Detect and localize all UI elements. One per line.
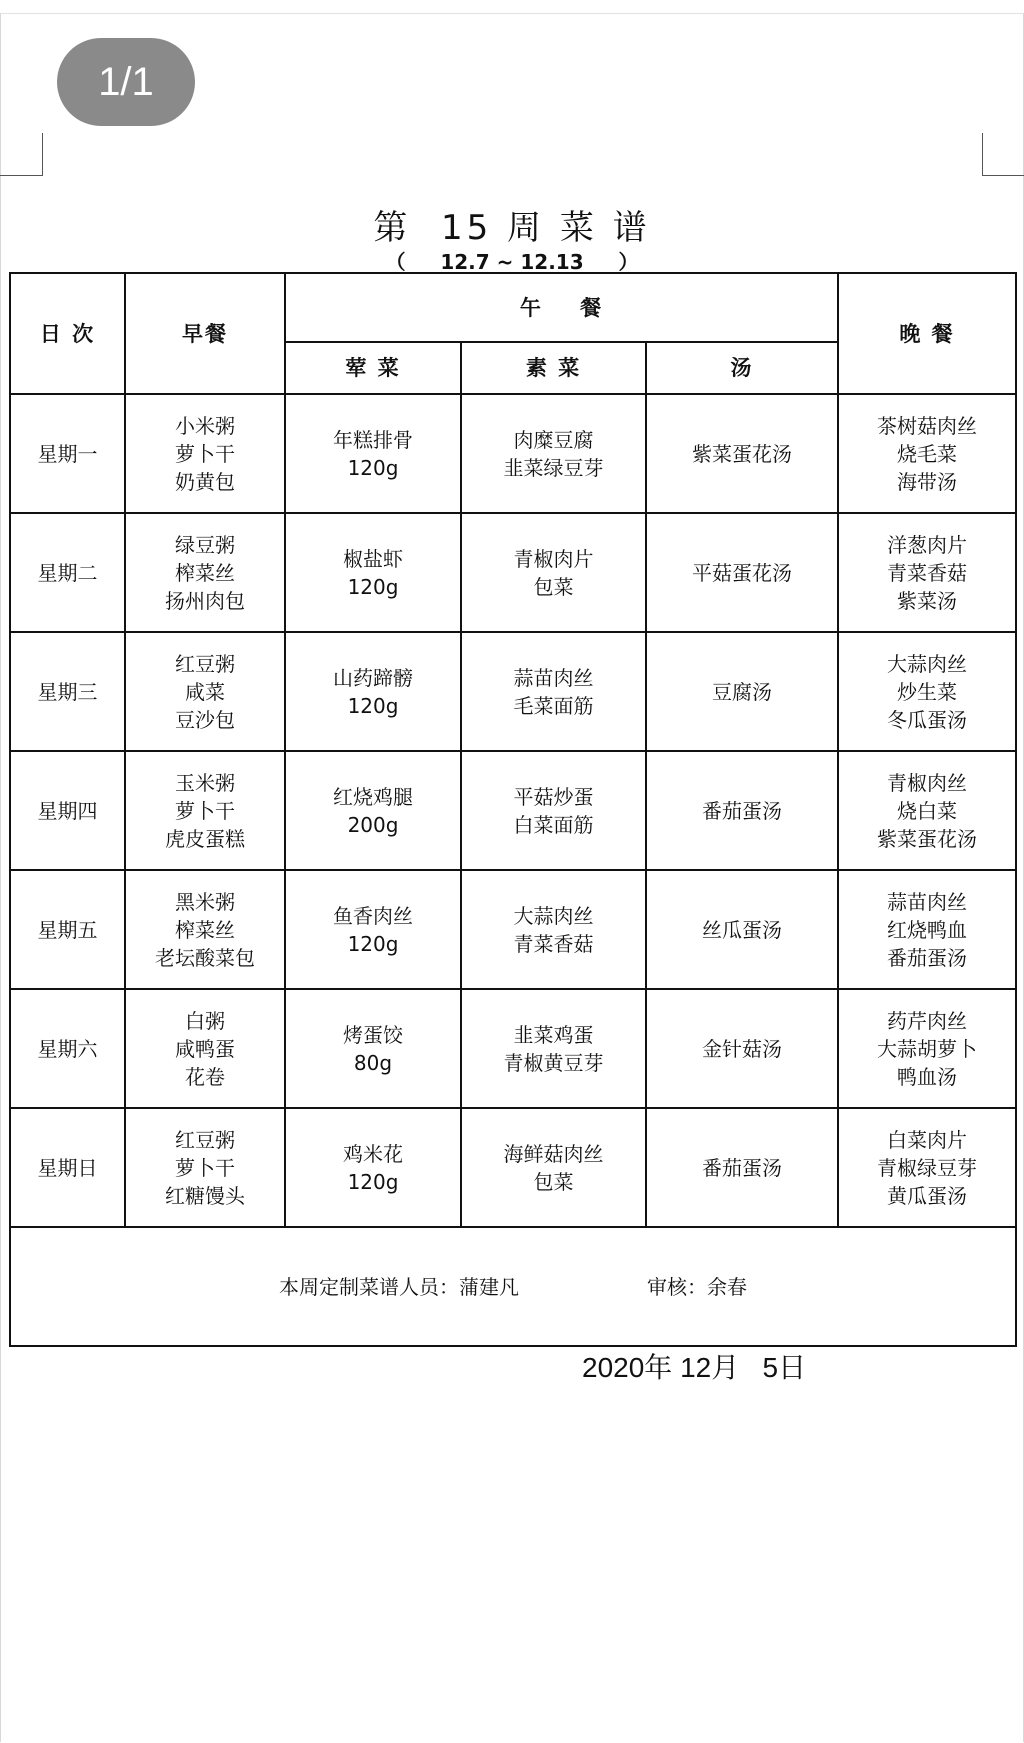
cell-breakfast-line: 小米粥 [175,413,235,438]
cell-day-text: 星期五 [37,917,98,942]
cell-dinner-line: 烧白菜 [897,798,958,823]
menu-row [10,1108,1016,1227]
header-dinner: 晚 餐 [838,273,1016,394]
cell-vegetable-line: 包菜 [533,574,574,599]
cell-breakfast-line: 白粥 [185,1008,225,1033]
header-lunch: 午 餐 [285,273,838,342]
cell-breakfast-line: 榨菜丝 [175,917,235,942]
cell-dinner-line: 炒生菜 [897,679,958,704]
cell-meat-line: 鱼香肉丝 [333,903,413,928]
cell-vegetable-line: 韭菜绿豆芽 [503,455,604,480]
cell-breakfast-line: 红豆粥 [175,1127,235,1152]
cell-meat [285,870,461,989]
cell-dinner-line: 海带汤 [897,469,958,494]
cell-day [10,1108,125,1227]
cell-vegetable [461,632,646,751]
cell-vegetable [461,751,646,870]
cell-dinner-line: 鸭血汤 [897,1064,958,1089]
cell-soup [646,513,838,632]
cell-breakfast-line: 玉米粥 [175,770,235,795]
cell-dinner [838,513,1016,632]
cell-dinner-line: 蒜苗肉丝 [887,889,968,914]
cell-vegetable-line: 包菜 [533,1169,574,1194]
cell-breakfast-line: 红糖馒头 [165,1183,245,1208]
cell-breakfast-line: 老坛酸菜包 [155,945,255,970]
cell-vegetable-line: 海鲜菇肉丝 [503,1141,604,1166]
cell-dinner-line: 紫菜汤 [897,588,958,613]
cell-vegetable-line: 蒜苗肉丝 [513,665,594,690]
document-title: 第 15 周 菜 谱 [373,208,651,248]
cell-vegetable [461,513,646,632]
cell-day-text: 星期一 [37,441,98,466]
cell-vegetable-line: 韭菜鸡蛋 [513,1022,594,1047]
reviewer-label: 审核：余春 [647,1274,748,1299]
cell-vegetable-line: 白菜面筋 [513,812,594,837]
cell-vegetable-line: 肉糜豆腐 [513,427,594,452]
cell-dinner-line: 青菜香菇 [887,560,968,585]
cell-day-text: 星期三 [37,679,98,704]
cell-meat-line: 200g [347,812,399,837]
cell-day [10,751,125,870]
cell-breakfast [125,394,285,513]
cell-meat [285,1108,461,1227]
cell-dinner [838,632,1016,751]
cell-vegetable-line: 毛菜面筋 [513,693,594,718]
cell-breakfast-line: 奶黄包 [175,469,235,494]
cell-dinner-line: 番茄蛋汤 [887,945,968,970]
cell-soup [646,1108,838,1227]
cell-day-text: 星期六 [37,1036,98,1061]
cell-meat [285,989,461,1108]
cell-breakfast [125,989,285,1108]
cell-dinner-line: 白菜肉片 [887,1127,968,1152]
cell-dinner-line: 烧毛菜 [897,441,958,466]
cell-dinner-line: 红烧鸭血 [887,917,968,942]
cell-dinner-line: 茶树菇肉丝 [877,413,978,438]
cell-breakfast [125,751,285,870]
cell-soup-text: 丝瓜蛋汤 [702,917,783,942]
cell-breakfast-line: 豆沙包 [175,707,235,732]
cell-dinner-line: 洋葱肉片 [887,532,968,557]
menu-row [10,751,1016,870]
cell-dinner-line: 药芹肉丝 [887,1008,968,1033]
menu-row [10,632,1016,751]
cell-dinner-line: 大蒜胡萝卜 [877,1036,978,1061]
header-meat: 荤 菜 [285,342,461,394]
cell-meat-line: 红烧鸡腿 [333,784,413,809]
cell-meat-line: 椒盐虾 [343,546,403,571]
cell-meat-line: 烤蛋饺 [343,1022,403,1047]
cell-meat-line: 年糕排骨 [333,427,413,452]
cell-vegetable [461,1108,646,1227]
cell-vegetable [461,394,646,513]
cell-meat [285,632,461,751]
cell-dinner-line: 青椒肉丝 [887,770,968,795]
cell-breakfast-line: 花卷 [185,1064,225,1089]
cell-day [10,513,125,632]
cell-dinner [838,394,1016,513]
cell-vegetable-line: 平菇炒蛋 [513,784,594,809]
header-soup: 汤 [646,342,838,394]
crop-mark-right [982,133,1024,176]
cell-breakfast-line: 萝卜干 [175,441,235,466]
cell-dinner [838,989,1016,1108]
page-indicator[interactable]: 1/1 [57,38,195,126]
cell-day [10,989,125,1108]
menu-table [9,272,1017,1347]
cell-dinner-line: 紫菜蛋花汤 [877,826,978,851]
cell-soup [646,394,838,513]
cell-breakfast [125,1108,285,1227]
document-date: 2020年 12月 5日 [582,1352,807,1383]
cell-day [10,870,125,989]
cell-soup [646,751,838,870]
footer-row [10,1227,1016,1346]
cell-breakfast-line: 萝卜干 [175,1155,235,1180]
cell-soup-text: 金针菇汤 [702,1036,783,1061]
cell-dinner-line: 黄瓜蛋汤 [887,1183,968,1208]
cell-day-text: 星期四 [37,798,98,823]
cell-meat [285,513,461,632]
cell-meat [285,751,461,870]
cell-vegetable [461,989,646,1108]
cell-meat-line: 120g [347,574,399,599]
cell-day-text: 星期日 [37,1155,98,1180]
cell-dinner-line: 青椒绿豆芽 [877,1155,978,1180]
cell-meat-line: 山药蹄髈 [333,665,413,690]
cell-breakfast-line: 虎皮蛋糕 [165,826,245,851]
menu-row [10,870,1016,989]
cell-soup-text: 平菇蛋花汤 [692,560,793,585]
crop-mark-left [0,133,43,176]
cell-meat-line: 80g [353,1050,393,1075]
cell-breakfast-line: 绿豆粥 [175,532,235,557]
cell-breakfast [125,513,285,632]
cell-day [10,394,125,513]
cell-day-text: 星期二 [37,560,98,585]
cell-meat-line: 120g [347,455,399,480]
cell-soup [646,989,838,1108]
cell-soup [646,632,838,751]
cell-breakfast-line: 榨菜丝 [175,560,235,585]
cell-vegetable-line: 青菜香菇 [513,931,594,956]
planner-label: 本周定制菜谱人员：蒲建凡 [279,1274,520,1299]
cell-vegetable-line: 大蒜肉丝 [513,903,594,928]
menu-row [10,989,1016,1108]
cell-vegetable-line: 青椒肉片 [513,546,594,571]
cell-soup-text: 番茄蛋汤 [702,1155,783,1180]
cell-breakfast [125,870,285,989]
cell-meat-line: 鸡米花 [343,1141,403,1166]
cell-breakfast-line: 红豆粥 [175,651,235,676]
header-vegetable: 素 菜 [461,342,646,394]
cell-soup-text: 番茄蛋汤 [702,798,783,823]
cell-breakfast-line: 咸菜 [185,679,225,704]
cell-day [10,632,125,751]
cell-breakfast-line: 萝卜干 [175,798,235,823]
cell-meat-line: 120g [347,693,399,718]
cell-vegetable-line: 青椒黄豆芽 [503,1050,604,1075]
cell-meat-line: 120g [347,931,399,956]
menu-row [10,394,1016,513]
cell-dinner-line: 大蒜肉丝 [887,651,968,676]
date-range: （ 12.7 ~ 12.13 ） [385,250,639,274]
cell-breakfast-line: 扬州肉包 [165,588,245,613]
cell-meat [285,394,461,513]
cell-soup [646,870,838,989]
cell-breakfast-line: 咸鸭蛋 [175,1036,235,1061]
cell-vegetable [461,870,646,989]
header-breakfast: 早餐 [125,273,285,394]
cell-dinner-line: 冬瓜蛋汤 [887,707,968,732]
cell-breakfast [125,632,285,751]
cell-breakfast-line: 黑米粥 [175,889,235,914]
cell-meat-line: 120g [347,1169,399,1194]
cell-soup-text: 紫菜蛋花汤 [692,441,793,466]
header-day: 日 次 [10,273,125,394]
cell-dinner [838,751,1016,870]
menu-row [10,513,1016,632]
cell-dinner [838,1108,1016,1227]
cell-dinner [838,870,1016,989]
cell-soup-text: 豆腐汤 [712,679,773,704]
